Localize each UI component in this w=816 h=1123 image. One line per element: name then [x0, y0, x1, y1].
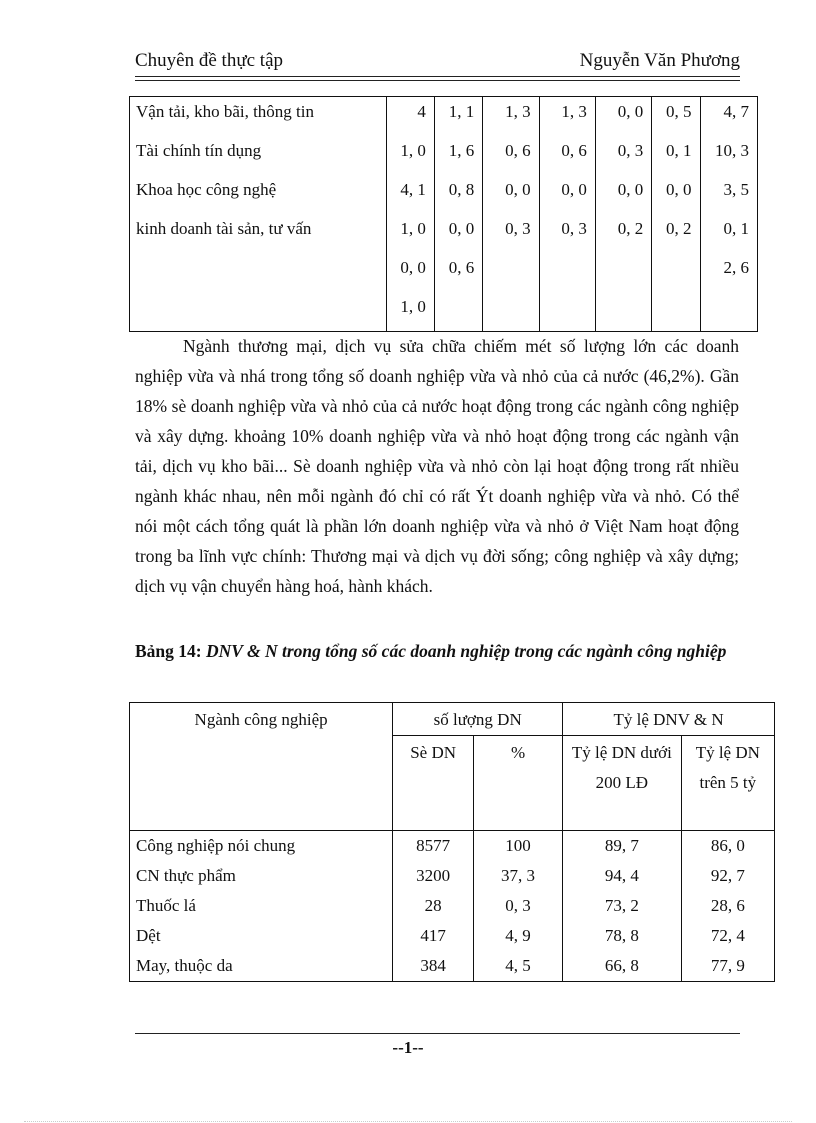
- table1-cell: [700, 292, 757, 332]
- table2-row: [130, 861, 775, 891]
- table2-cell: 28, 6: [681, 891, 774, 921]
- table1-cell: 2, 6: [700, 253, 757, 292]
- table2-cell: 4, 5: [473, 951, 562, 982]
- table1-cell: 1, 3: [483, 97, 539, 137]
- table1-row: [130, 175, 758, 214]
- table2-row-label: May, thuộc da: [130, 951, 393, 982]
- table1-cell: 1, 0: [386, 136, 434, 175]
- table2-header-row-1: [130, 703, 775, 736]
- table1-row: [130, 253, 758, 292]
- table1-cell: 1, 0: [386, 292, 434, 332]
- table1-cell: 0, 0: [386, 253, 434, 292]
- body-paragraph: [135, 331, 739, 601]
- caption-title: DNV & N trong tổng số các doanh nghiệp trong các ngành công nghiệp: [205, 641, 727, 661]
- table2-cell: 94, 4: [563, 861, 682, 891]
- sector-table: [129, 96, 758, 332]
- table1-cell: 1, 1: [434, 97, 482, 137]
- table1-row-label: Khoa học công nghệ: [130, 175, 387, 214]
- table2-cell: 417: [393, 921, 474, 951]
- table1-cell: 0, 6: [539, 136, 595, 175]
- table2-cell: 73, 2: [563, 891, 682, 921]
- table1-cell: [595, 253, 651, 292]
- table1-cell: [434, 292, 482, 332]
- table2-cell: 28: [393, 891, 474, 921]
- table2-row-label: Dệt: [130, 921, 393, 951]
- table1-row-label: [130, 253, 387, 292]
- header-under200: Tỷ lệ DN dưới 200 LĐ: [563, 736, 682, 831]
- industry-table: [129, 702, 775, 982]
- table1-row: [130, 97, 758, 137]
- header-over5: Tỷ lệ DN trên 5 tỷ: [681, 736, 774, 831]
- table1-cell: [539, 292, 595, 332]
- table2-cell: 66, 8: [563, 951, 682, 982]
- table1-cell: 4, 7: [700, 97, 757, 137]
- caption-prefix: Bảng 14:: [135, 641, 202, 661]
- table1-cell: 0, 2: [595, 214, 651, 253]
- table1-row-label: kinh doanh tài sản, tư vấn: [130, 214, 387, 253]
- paragraph-text: Ngành thương mại, dịch vụ sửa chữa chiếm mét số lượng lớn các doanh nghiệp vừa và nhá trong tổng số doanh nghiệp vừa và nhỏ của cả nước (46,2%). Gần 18% sè doanh nghiệp vừa và nhỏ của cả nước hoạt động trong các ngành công nghiệp và xây dựng. khoảng 10% doanh nghiệp vừa và nhỏ hoạt động trong các ngành vận tải, dịch vụ kho bãi... Sè doanh nghiệp vừa và nhỏ còn lại hoạt động trong rất nhiều ngành khác nhau, nên mỗi ngành đó chỉ có rất Ýt doanh nghiệp vừa và nhỏ. Có thể nói một cách tổng quát là phần lớn doanh nghiệp vừa và nhỏ ở Việt Nam hoạt động trong ba lĩnh vực chính: Thương mại và dịch vụ đời sống; công nghiệp và xây dựng; dịch vụ vận chuyển hàng hoá, hành khách.: [135, 336, 739, 596]
- table1-cell: [539, 253, 595, 292]
- table1-cell: 4: [386, 97, 434, 137]
- table2-cell: 0, 3: [473, 891, 562, 921]
- table1-cell: 0, 2: [652, 214, 700, 253]
- table2-row-label: Công nghiệp nói chung: [130, 831, 393, 862]
- table1-cell: 0, 0: [652, 175, 700, 214]
- table1-cell: 0, 3: [595, 136, 651, 175]
- table1-cell: 0, 0: [539, 175, 595, 214]
- header-ratio-group: Tỷ lệ DNV & N: [563, 703, 775, 736]
- table1-cell: 1, 6: [434, 136, 482, 175]
- table1-cell: 0, 8: [434, 175, 482, 214]
- header-count-group: số lượng DN: [393, 703, 563, 736]
- table1-row: [130, 214, 758, 253]
- table1-row-label: Tài chính tín dụng: [130, 136, 387, 175]
- table2-cell: 72, 4: [681, 921, 774, 951]
- table1-row: [130, 136, 758, 175]
- table1-cell: [595, 292, 651, 332]
- table1-cell: 0, 0: [434, 214, 482, 253]
- table1-cell: 1, 0: [386, 214, 434, 253]
- table2-cell: 92, 7: [681, 861, 774, 891]
- table2-cell: 89, 7: [563, 831, 682, 862]
- table2-cell: 384: [393, 951, 474, 982]
- table2-cell: 100: [473, 831, 562, 862]
- table2-row-label: Thuốc lá: [130, 891, 393, 921]
- table1-cell: 1, 3: [539, 97, 595, 137]
- table2-row: [130, 921, 775, 951]
- header-author: Nguyễn Văn Phương: [579, 50, 740, 71]
- table1-cell: [483, 292, 539, 332]
- table2-cell: 77, 9: [681, 951, 774, 982]
- table1-cell: 0, 3: [539, 214, 595, 253]
- header-pct: %: [473, 736, 562, 831]
- table1-cell: 10, 3: [700, 136, 757, 175]
- table2-cell: 37, 3: [473, 861, 562, 891]
- page-header: [135, 48, 740, 77]
- table1-row: [130, 292, 758, 332]
- table1-cell: [652, 292, 700, 332]
- table1-cell: 0, 3: [483, 214, 539, 253]
- table1-row-label: Vận tải, kho bãi, thông tin: [130, 97, 387, 137]
- table2-cell: 3200: [393, 861, 474, 891]
- table1-cell: 4, 1: [386, 175, 434, 214]
- table2-row: [130, 951, 775, 982]
- footer-rule: [135, 1033, 740, 1034]
- page-edge-dotted-line: [24, 1121, 792, 1122]
- header-left-title: Chuyên đề thực tập: [135, 50, 284, 71]
- industry-table-body: [130, 703, 775, 982]
- page-number: --1--: [392, 1038, 424, 1057]
- table1-cell: 0, 1: [652, 136, 700, 175]
- header-rule: [135, 80, 740, 81]
- header-industry: Ngành công nghiệp: [130, 703, 393, 831]
- table2-cell: 4, 9: [473, 921, 562, 951]
- table2-row: [130, 891, 775, 921]
- table1-cell: 0, 0: [595, 175, 651, 214]
- table1-cell: 0, 6: [483, 136, 539, 175]
- table2-row: [130, 831, 775, 862]
- table2-cell: 86, 0: [681, 831, 774, 862]
- table2-cell: 8577: [393, 831, 474, 862]
- table1-cell: 0, 1: [700, 214, 757, 253]
- header-num-dn: Sè DN: [393, 736, 474, 831]
- table1-cell: 0, 6: [434, 253, 482, 292]
- table1-cell: 0, 0: [483, 175, 539, 214]
- table1-cell: 0, 5: [652, 97, 700, 137]
- table1-row-label: [130, 292, 387, 332]
- table1-cell: 0, 0: [595, 97, 651, 137]
- table1-cell: 3, 5: [700, 175, 757, 214]
- table1-cell: [652, 253, 700, 292]
- table2-row-label: CN thực phẩm: [130, 861, 393, 891]
- table1-cell: [483, 253, 539, 292]
- table-caption: [135, 636, 741, 666]
- table2-cell: 78, 8: [563, 921, 682, 951]
- sector-table-body: [130, 97, 758, 332]
